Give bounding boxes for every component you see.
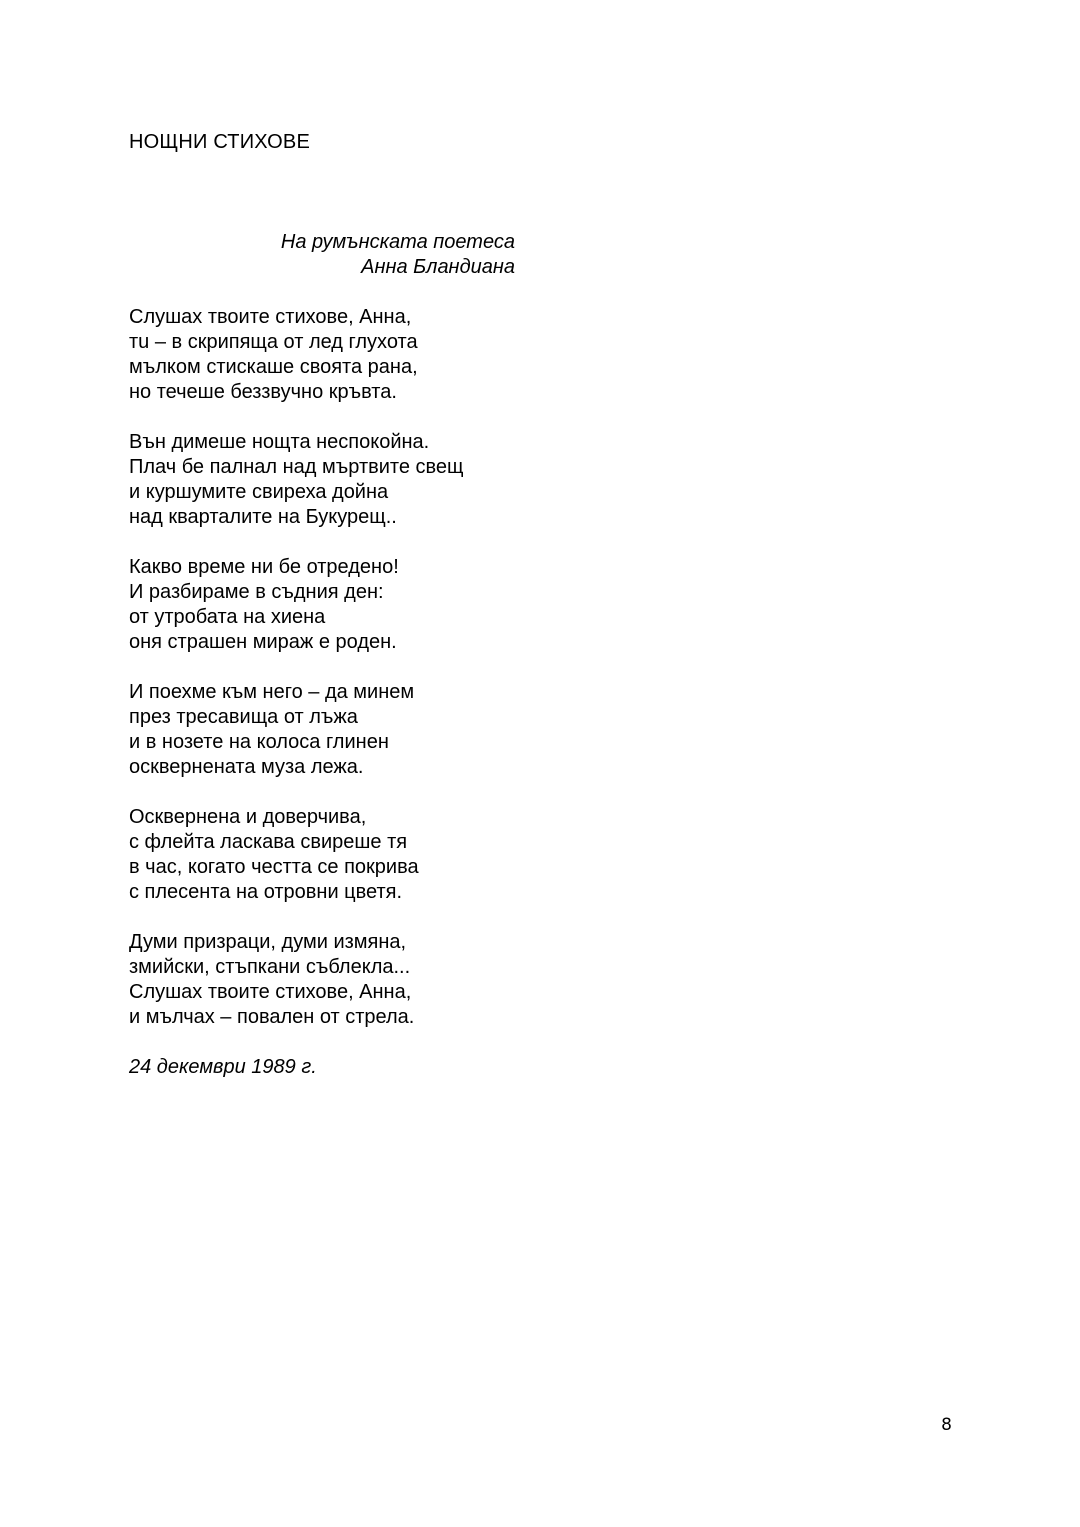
verse-line: през тресавища от лъжа — [129, 706, 358, 728]
verse-line: с плесента на отровни цветя. — [129, 881, 403, 903]
verse-line: и куршумите свиреха дойна — [129, 481, 389, 503]
verse-line: И поехме към него – да минем — [129, 681, 415, 703]
verse-line: И разбираме в съдния ден: — [129, 581, 384, 603]
verse-line: от утробата на хиена — [129, 606, 326, 628]
dedication-line: Анна Бландиана — [361, 256, 515, 278]
stanza — [129, 430, 464, 530]
verse-line: Какво време ни бе отредено! — [129, 556, 399, 578]
stanza — [129, 680, 464, 780]
verse-line: Плач бе палнал над мъртвите свещ — [129, 456, 464, 478]
verse-line: Осквернена и доверчива, — [129, 806, 367, 828]
verse-line: Вън димеше нощта неспокойна. — [129, 431, 430, 453]
verse-line: и в нозете на колоса глинен — [129, 731, 389, 753]
poem-date: 24 декември 1989 г. — [129, 1056, 317, 1078]
stanza — [129, 805, 464, 905]
verse-line: осквернената муза лежа. — [129, 756, 364, 778]
stanza — [129, 555, 464, 655]
stanza — [129, 305, 464, 405]
verse-line: Слушах твоите стихове, Анна, — [129, 306, 412, 328]
verse-line: Думи призраци, думи измяна, — [129, 931, 407, 953]
dedication — [200, 230, 515, 280]
page-number: 8 — [941, 1415, 952, 1435]
verse-line: мълком стискаше своята рана, — [129, 356, 418, 378]
verse-line: над кварталите на Букурещ.. — [129, 506, 397, 528]
verse-line: в час, когато честта се покрива — [129, 856, 419, 878]
poem-title: НОЩНИ СТИХОВЕ — [129, 131, 311, 153]
stanza — [129, 930, 464, 1030]
poem-body — [129, 305, 464, 1080]
verse-line: Слушах твоите стихове, Анна, — [129, 981, 412, 1003]
verse-line: оня страшен мираж е роден. — [129, 631, 397, 653]
verse-line: с флейта ласкава свиреше тя — [129, 831, 408, 853]
verse-line: тu – в скрипяща от лед глухота — [129, 331, 418, 353]
verse-line: и мълчах – повален от стрела. — [129, 1006, 415, 1028]
verse-line: но течеше беззвучно кръвта. — [129, 381, 397, 403]
verse-line: змийски, стъпкани съблекла... — [129, 956, 411, 978]
dedication-line: На румънската поетеса — [280, 231, 515, 253]
